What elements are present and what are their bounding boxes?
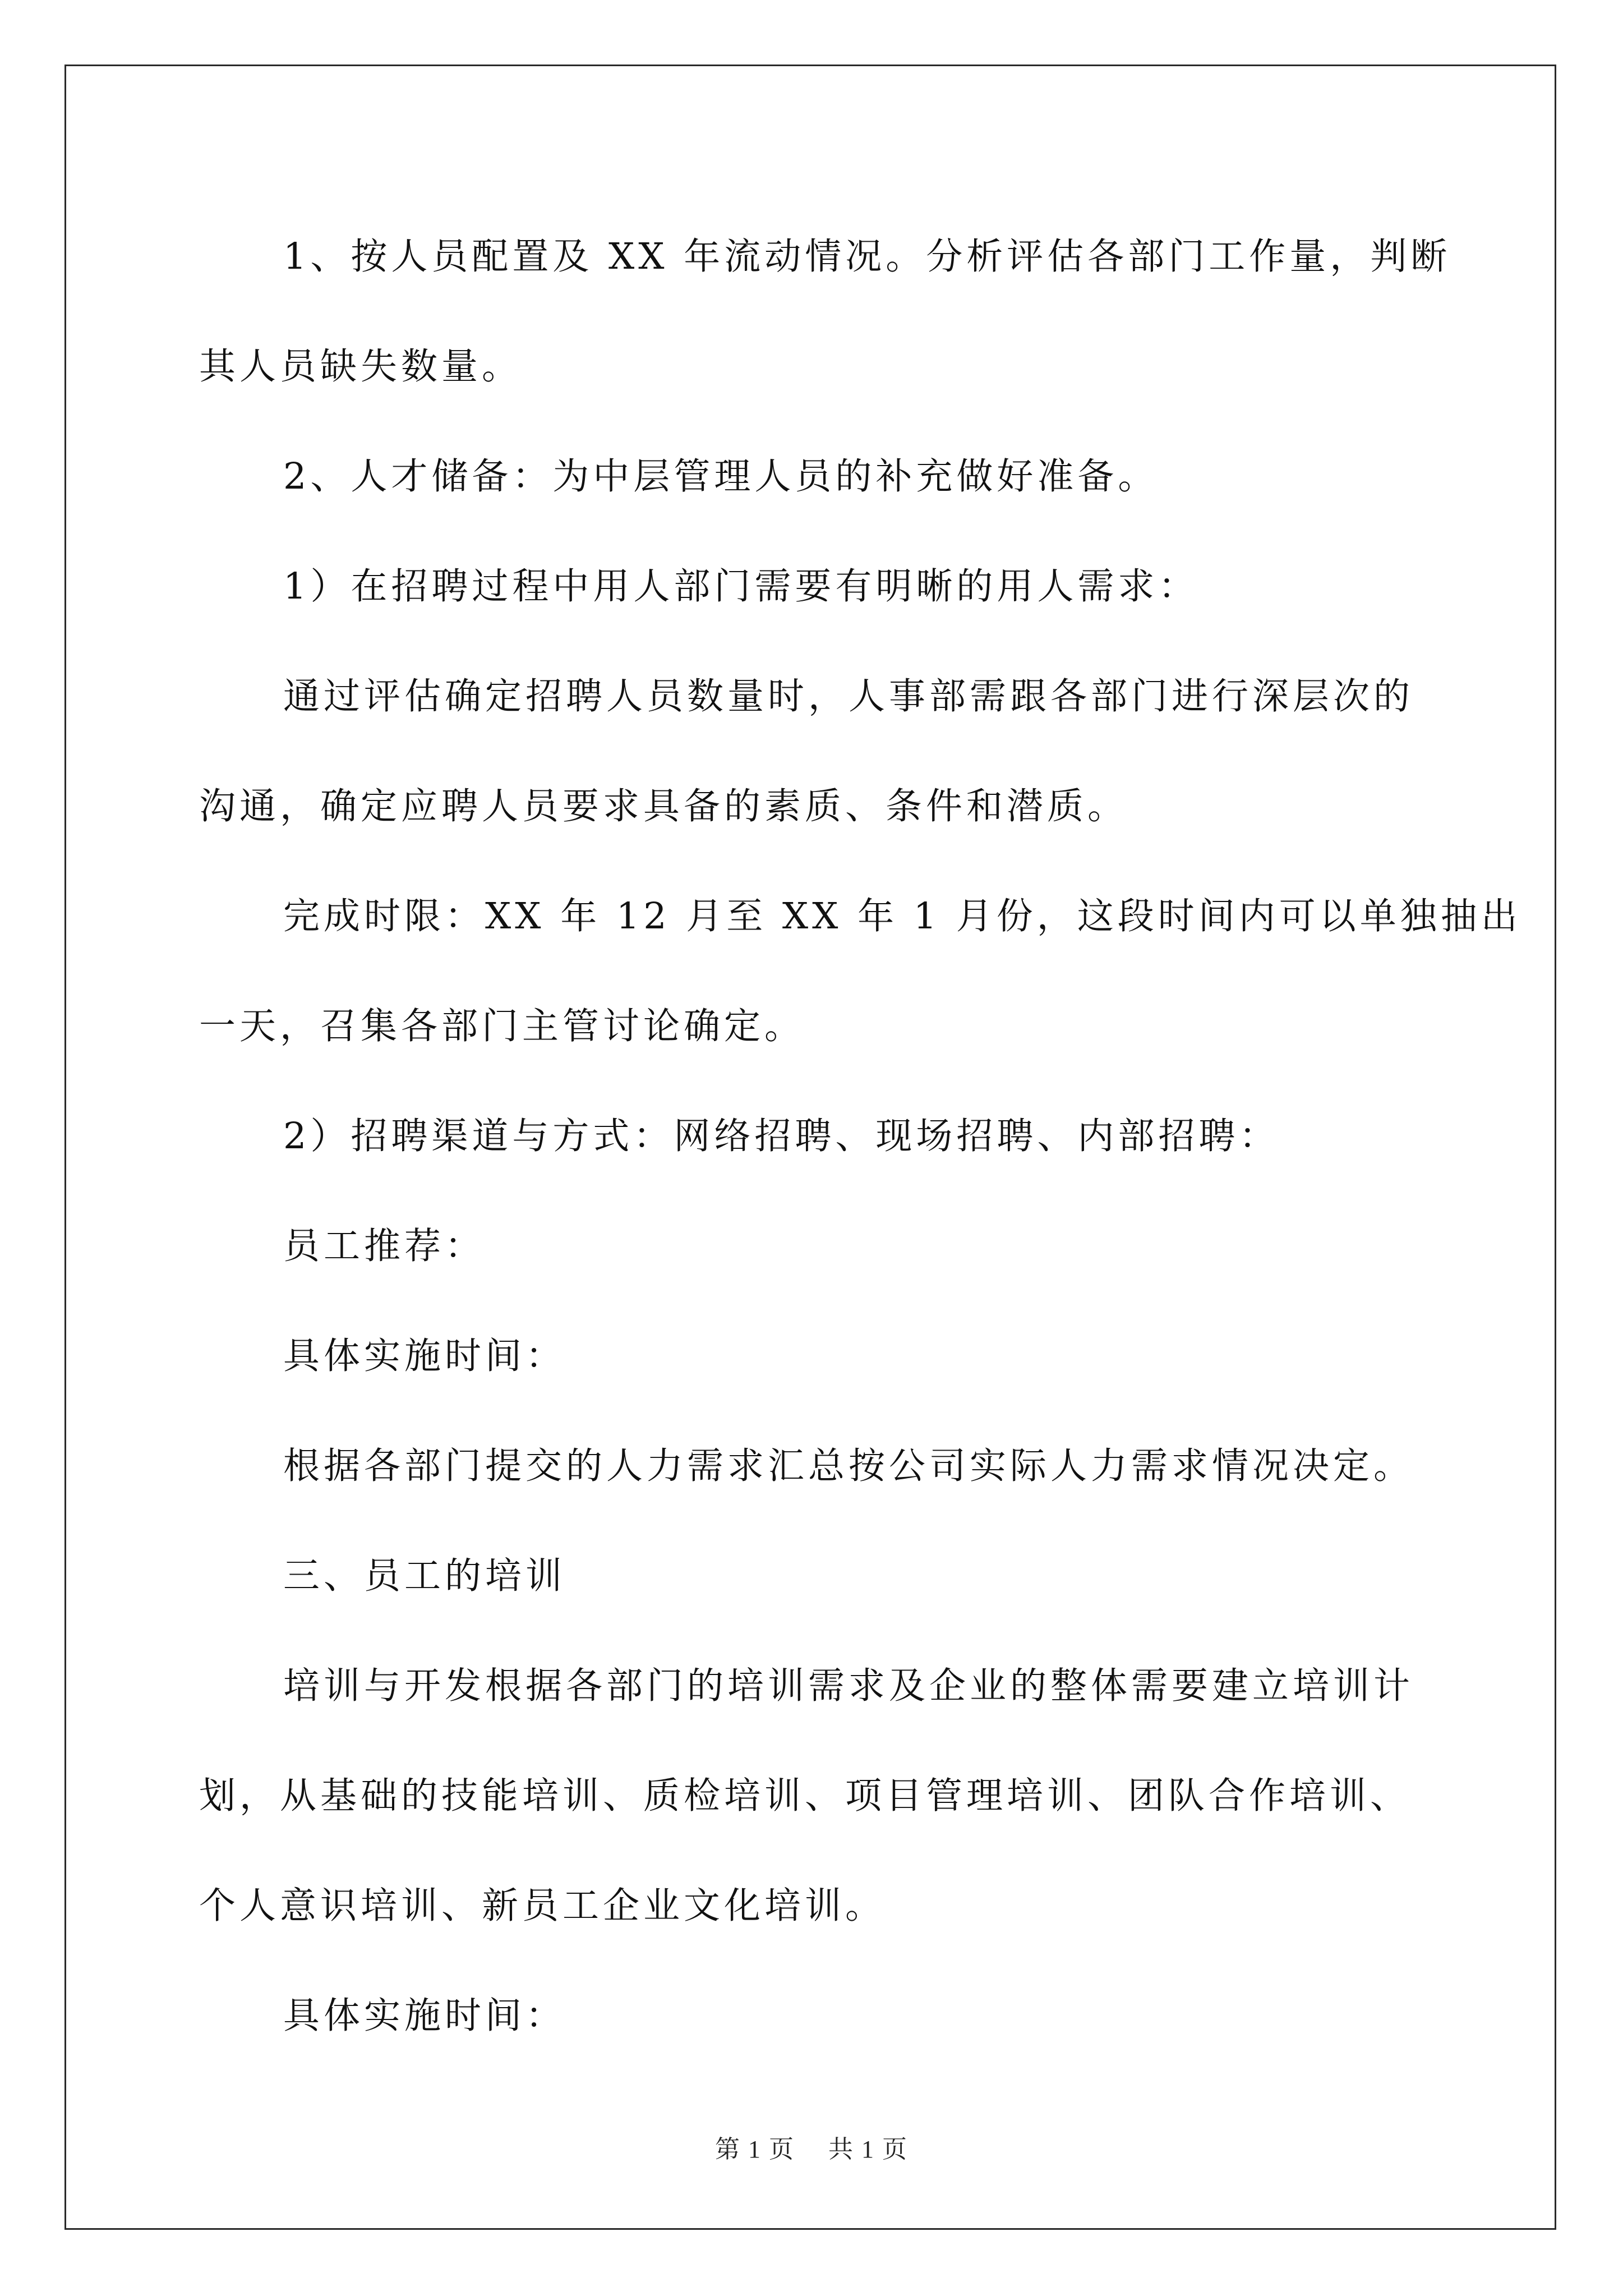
text-line: 通过评估确定招聘人员数量时，人事部需跟各部门进行深层次的 [283, 675, 1414, 717]
paragraph-staffing-analysis [199, 202, 1451, 422]
text-line: 其人员缺失数量。 [199, 346, 523, 388]
text-line: 员工推荐： [283, 1225, 486, 1267]
paragraph-talent-reserve [199, 422, 1433, 532]
text-line: 根据各部门提交的人力需求汇总按公司实际人力需求情况决定。 [283, 1445, 1414, 1487]
paragraph-implementation-time [199, 1301, 1433, 1411]
text-line: 划，从基础的技能培训、质检培训、项目管理培训、团队合作培训、 [199, 1775, 1411, 1817]
page-footer [0, 2129, 1623, 2165]
text-line: 三、员工的培训 [283, 1555, 566, 1597]
text-line: 一天，召集各部门主管讨论确定。 [199, 1005, 805, 1047]
paragraph-recruitment-needs [199, 532, 1433, 642]
document-body [199, 202, 1521, 2071]
text-line: 1、按人员配置及 XX 年流动情况。分析评估各部门工作量，判断 [283, 236, 1451, 278]
text-line: 2）招聘渠道与方式：网络招聘、现场招聘、内部招聘： [283, 1115, 1280, 1157]
text-line: 具体实施时间： [283, 1335, 566, 1377]
paragraph-training-time [199, 1961, 1433, 2071]
total-pages: 共 1 页 [828, 2136, 908, 2163]
paragraph-channels [199, 1082, 1433, 1191]
paragraph-deadline [199, 862, 1521, 1082]
text-line: 沟通，确定应聘人员要求具备的素质、条件和潜质。 [199, 785, 1128, 827]
paragraph-communication [199, 642, 1433, 862]
text-line: 培训与开发根据各部门的培训需求及企业的整体需要建立培训计 [283, 1665, 1414, 1707]
paragraph-decision-basis [199, 1411, 1433, 1521]
paragraph-training-plan [199, 1631, 1433, 1961]
section-heading-training [199, 1521, 1433, 1631]
page-number: 第 1 页 [715, 2136, 795, 2163]
paragraph-employee-referral [199, 1191, 1433, 1301]
text-line: 具体实施时间： [283, 1995, 566, 2037]
text-line: 2、人才储备：为中层管理人员的补充做好准备。 [283, 455, 1159, 498]
text-line: 个人意识培训、新员工企业文化培训。 [199, 1885, 886, 1927]
text-line: 1）在招聘过程中用人部门需要有明晰的用人需求： [283, 565, 1199, 608]
text-line: 完成时限：XX 年 12 月至 XX 年 1 月份，这段时间内可以单独抽出 [283, 895, 1521, 937]
